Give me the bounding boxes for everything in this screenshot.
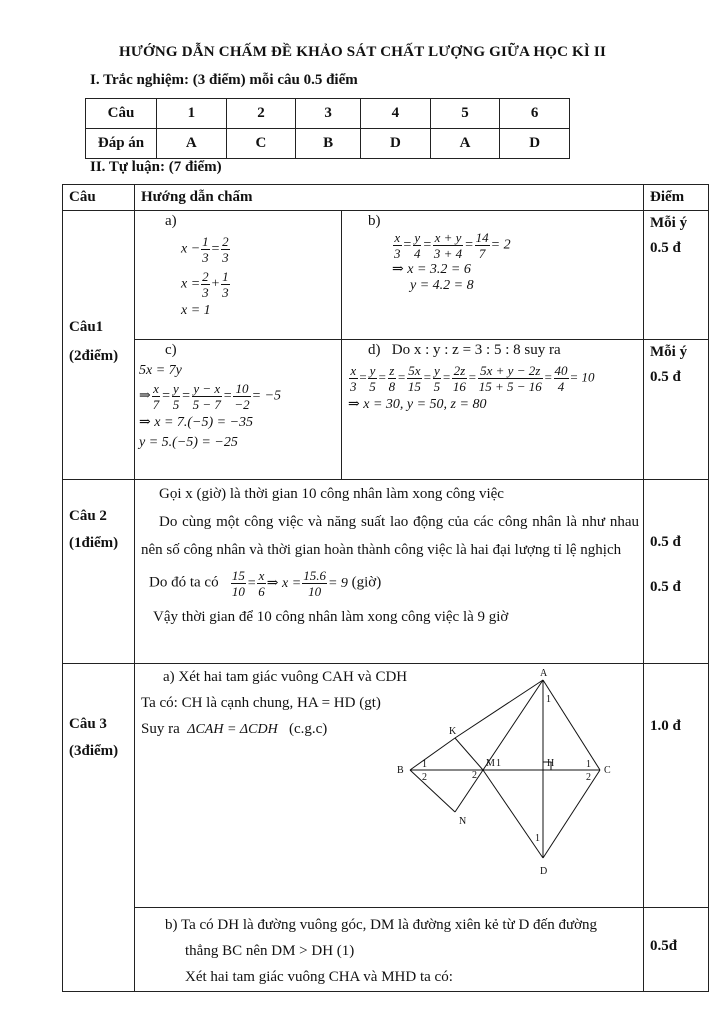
- cau3-b-line1: b) Ta có DH là đường vuông góc, DM là đường xiên kẻ từ D đến đường: [165, 917, 598, 933]
- header-huong-dan: Hướng dẫn chấm: [135, 185, 644, 211]
- cau1-c-label: c): [165, 342, 177, 358]
- angle-C-2: 2: [586, 772, 591, 783]
- answer-table-question: 6: [500, 99, 570, 129]
- cau2-label: Câu 2: [69, 508, 107, 524]
- cau1-d-line2: ⇒ x = 30, y = 50, z = 80: [348, 397, 487, 412]
- line-AC: [543, 680, 600, 770]
- line-KA: [455, 680, 543, 738]
- cau1-d-label: d): [368, 342, 381, 358]
- label-M: M: [486, 758, 495, 769]
- cau1-a-line2: x = $\frac{2}{3}$ + $\frac{1}{3}$: [181, 269, 229, 300]
- angle-D-1: 1: [535, 833, 540, 844]
- cau1-label-cell: [63, 211, 135, 480]
- cau1-c-line2: ⇒ $\frac{x}{7}$ = $\frac{y}{5}$ = $\frac{y - x}{5 - 7}$ = $\frac{10}{-2}$ = −5: [139, 381, 282, 412]
- cau3-b-line2: thẳng BC nên DM > DH (1): [185, 943, 355, 959]
- cau3-a-line3-suffix: (c.g.c): [288, 721, 328, 737]
- label-A: A: [540, 668, 548, 679]
- cau1-d-cell: [342, 340, 644, 480]
- answer-table-label-cau: Câu: [86, 99, 157, 129]
- cau2-line3-math: $\frac{15}{10}$ = $\frac{x}{6}$ ⇒ x = $\frac{15.6}{10}$ = 9: [231, 568, 348, 599]
- cau3-row-a: [63, 664, 709, 908]
- header-cau: Câu: [63, 185, 135, 211]
- answer-table-label-dapan: Đáp án: [86, 129, 157, 159]
- answer-table-answer: B: [296, 129, 361, 159]
- cau1-a-cell: [135, 211, 342, 340]
- cau1-score-ab-cell: [644, 211, 709, 340]
- grading-table-header: [63, 185, 709, 211]
- page-title: HƯỚNG DẪN CHẤM ĐỀ KHẢO SÁT CHẤT LƯỢNG GIỮA HỌC KÌ II: [119, 44, 606, 60]
- cau1-b-line2: ⇒ x = 3.2 = 6: [392, 262, 471, 277]
- answer-table-question: 3: [296, 99, 361, 129]
- cau1-b-line1: $\frac{x}{3}$ = $\frac{y}{4}$ = $\frac{x + y}{3 + 4}$ = $\frac{14}{7}$ = 2: [394, 230, 511, 261]
- angle-A-1: 1: [546, 694, 551, 705]
- cau3-score-b: 0.5đ: [650, 938, 678, 954]
- cau1-c-line1: 5x = 7y: [139, 363, 182, 378]
- angle-B-1: 1: [422, 759, 427, 770]
- line-CD: [543, 770, 600, 858]
- angle-B-2: 2: [422, 772, 427, 783]
- answer-table-row-answers: [86, 129, 570, 159]
- cau1-a-line3: x = 1: [181, 303, 211, 318]
- cau2-line3: [141, 568, 639, 599]
- label-N: N: [459, 816, 467, 827]
- cau1-c-line3: ⇒ x = 7.(−5) = −35: [139, 415, 254, 430]
- grading-table: [62, 184, 709, 992]
- cau1-score-cd-1: Mỗi ý: [650, 344, 688, 360]
- answer-table-answer: A: [157, 129, 227, 159]
- cau1-d-line1: $\frac{x}{3}$ = $\frac{y}{5}$ = $\frac{z}{8}$ = $\frac{5x}{15}$ = $\frac{y}{5}$ = $\frac{2z}{16}$ = $\frac{5x + y - 2z}{15 + 5 - 16}$ = $\frac{40}{4}$ = 10: [350, 363, 595, 394]
- answer-table-question: 1: [157, 99, 227, 129]
- cau2-row: [63, 480, 709, 664]
- cau2-score1: 0.5 đ: [650, 534, 681, 550]
- answer-table-answer: A: [430, 129, 500, 159]
- label-K: K: [449, 726, 457, 737]
- answer-table-answer: D: [500, 129, 570, 159]
- cau3-label-cell: [63, 664, 135, 992]
- angle-M-1: 1: [496, 758, 501, 769]
- cau2-line1: Gọi x (giờ) là thời gian 10 công nhân làm xong công việc: [159, 486, 504, 502]
- answer-table-row-questions: [86, 99, 570, 129]
- cau1-score-cd-2: 0.5 đ: [650, 369, 681, 385]
- label-H: H: [547, 758, 555, 769]
- cau1-a-label: a): [165, 213, 177, 229]
- cau3-a-line3-prefix: Suy ra: [141, 721, 180, 737]
- cau3-row-b: [63, 908, 709, 992]
- cau3-a-line3-math: ΔCAH = ΔCDH: [187, 722, 278, 737]
- part2-heading: II. Tự luận: (7 điểm): [90, 159, 222, 175]
- cau3-b-content: [135, 908, 644, 992]
- cau2-line4: Vậy thời gian để 10 công nhân làm xong công việc là 9 giờ: [153, 609, 509, 625]
- cau2-score-cell: [644, 480, 709, 664]
- angle-M-2: 2: [472, 770, 477, 781]
- cau3-score-a-cell: [644, 664, 709, 908]
- cau1-c-line4: y = 5.(−5) = −25: [139, 435, 238, 450]
- label-D: D: [540, 866, 548, 877]
- cau1-row-ab: [63, 211, 709, 340]
- cau2-line2: Do cùng một công việc và năng suất lao động của các công nhân là như nhau nên số công nhân và thời gian hoàn thành công việc là hai đại lượng tỉ lệ nghịch: [141, 514, 639, 558]
- line-MA: [483, 680, 543, 770]
- line-MD: [483, 770, 543, 858]
- cau1-b-line3: y = 4.2 = 8: [410, 278, 474, 293]
- cau1-d-header: [368, 342, 643, 359]
- answer-table-question: 5: [430, 99, 500, 129]
- cau1-b-label: b): [368, 213, 381, 229]
- answer-table: [85, 98, 570, 159]
- cau1-score-cd-cell: [644, 340, 709, 480]
- cau1-points: (2điểm): [69, 348, 119, 364]
- line-MN: [455, 770, 483, 812]
- line-KM: [455, 738, 483, 770]
- cau2-score2: 0.5 đ: [650, 579, 681, 595]
- cau2-line3-suffix: (giờ): [351, 574, 382, 591]
- cau2-content: [135, 480, 644, 664]
- header-diem: Điểm: [644, 185, 709, 211]
- cau1-row-cd: [63, 340, 709, 480]
- answer-table-question: 4: [361, 99, 431, 129]
- part1-heading: I. Trắc nghiệm: (3 điểm) mỗi câu 0.5 điểm: [90, 72, 358, 88]
- cau3-a-line2: Ta có: CH là cạnh chung, HA = HD (gt): [141, 695, 381, 711]
- geometry-figure: [393, 668, 633, 890]
- answer-table-answer: D: [361, 129, 431, 159]
- cau3-b-line3: Xét hai tam giác vuông CHA và MHD ta có:: [185, 969, 453, 985]
- cau3-a-content: [135, 664, 644, 908]
- angle-C-1: 1: [586, 759, 591, 770]
- cau1-b-cell: [342, 211, 644, 340]
- cau2-label-cell: [63, 480, 135, 664]
- label-C: C: [604, 765, 611, 776]
- cau2-points: (1điểm): [69, 535, 119, 551]
- line-BK: [410, 738, 455, 770]
- cau3-score-b-cell: [644, 908, 709, 992]
- answer-table-answer: C: [226, 129, 296, 159]
- cau3-score-a: 1.0 đ: [650, 718, 681, 734]
- cau2-line3-prefix: Do đó ta có: [149, 574, 219, 591]
- cau3-a-line1: a) Xét hai tam giác vuông CAH và CDH: [163, 669, 408, 685]
- cau1-score-ab-1: Mỗi ý: [650, 215, 688, 231]
- label-B: B: [397, 765, 404, 776]
- cau1-a-line1: x − $\frac{1}{3}$ = $\frac{2}{3}$: [181, 234, 229, 265]
- answer-table-question: 2: [226, 99, 296, 129]
- cau1-score-ab-2: 0.5 đ: [650, 240, 681, 256]
- cau1-label: Câu1: [69, 319, 104, 335]
- cau3-label: Câu 3: [69, 716, 107, 732]
- cau3-points: (3điểm): [69, 743, 119, 759]
- line-BN: [410, 770, 455, 812]
- cau1-d-text: Do x : y : z = 3 : 5 : 8 suy ra: [391, 342, 561, 358]
- cau1-c-cell: [135, 340, 342, 480]
